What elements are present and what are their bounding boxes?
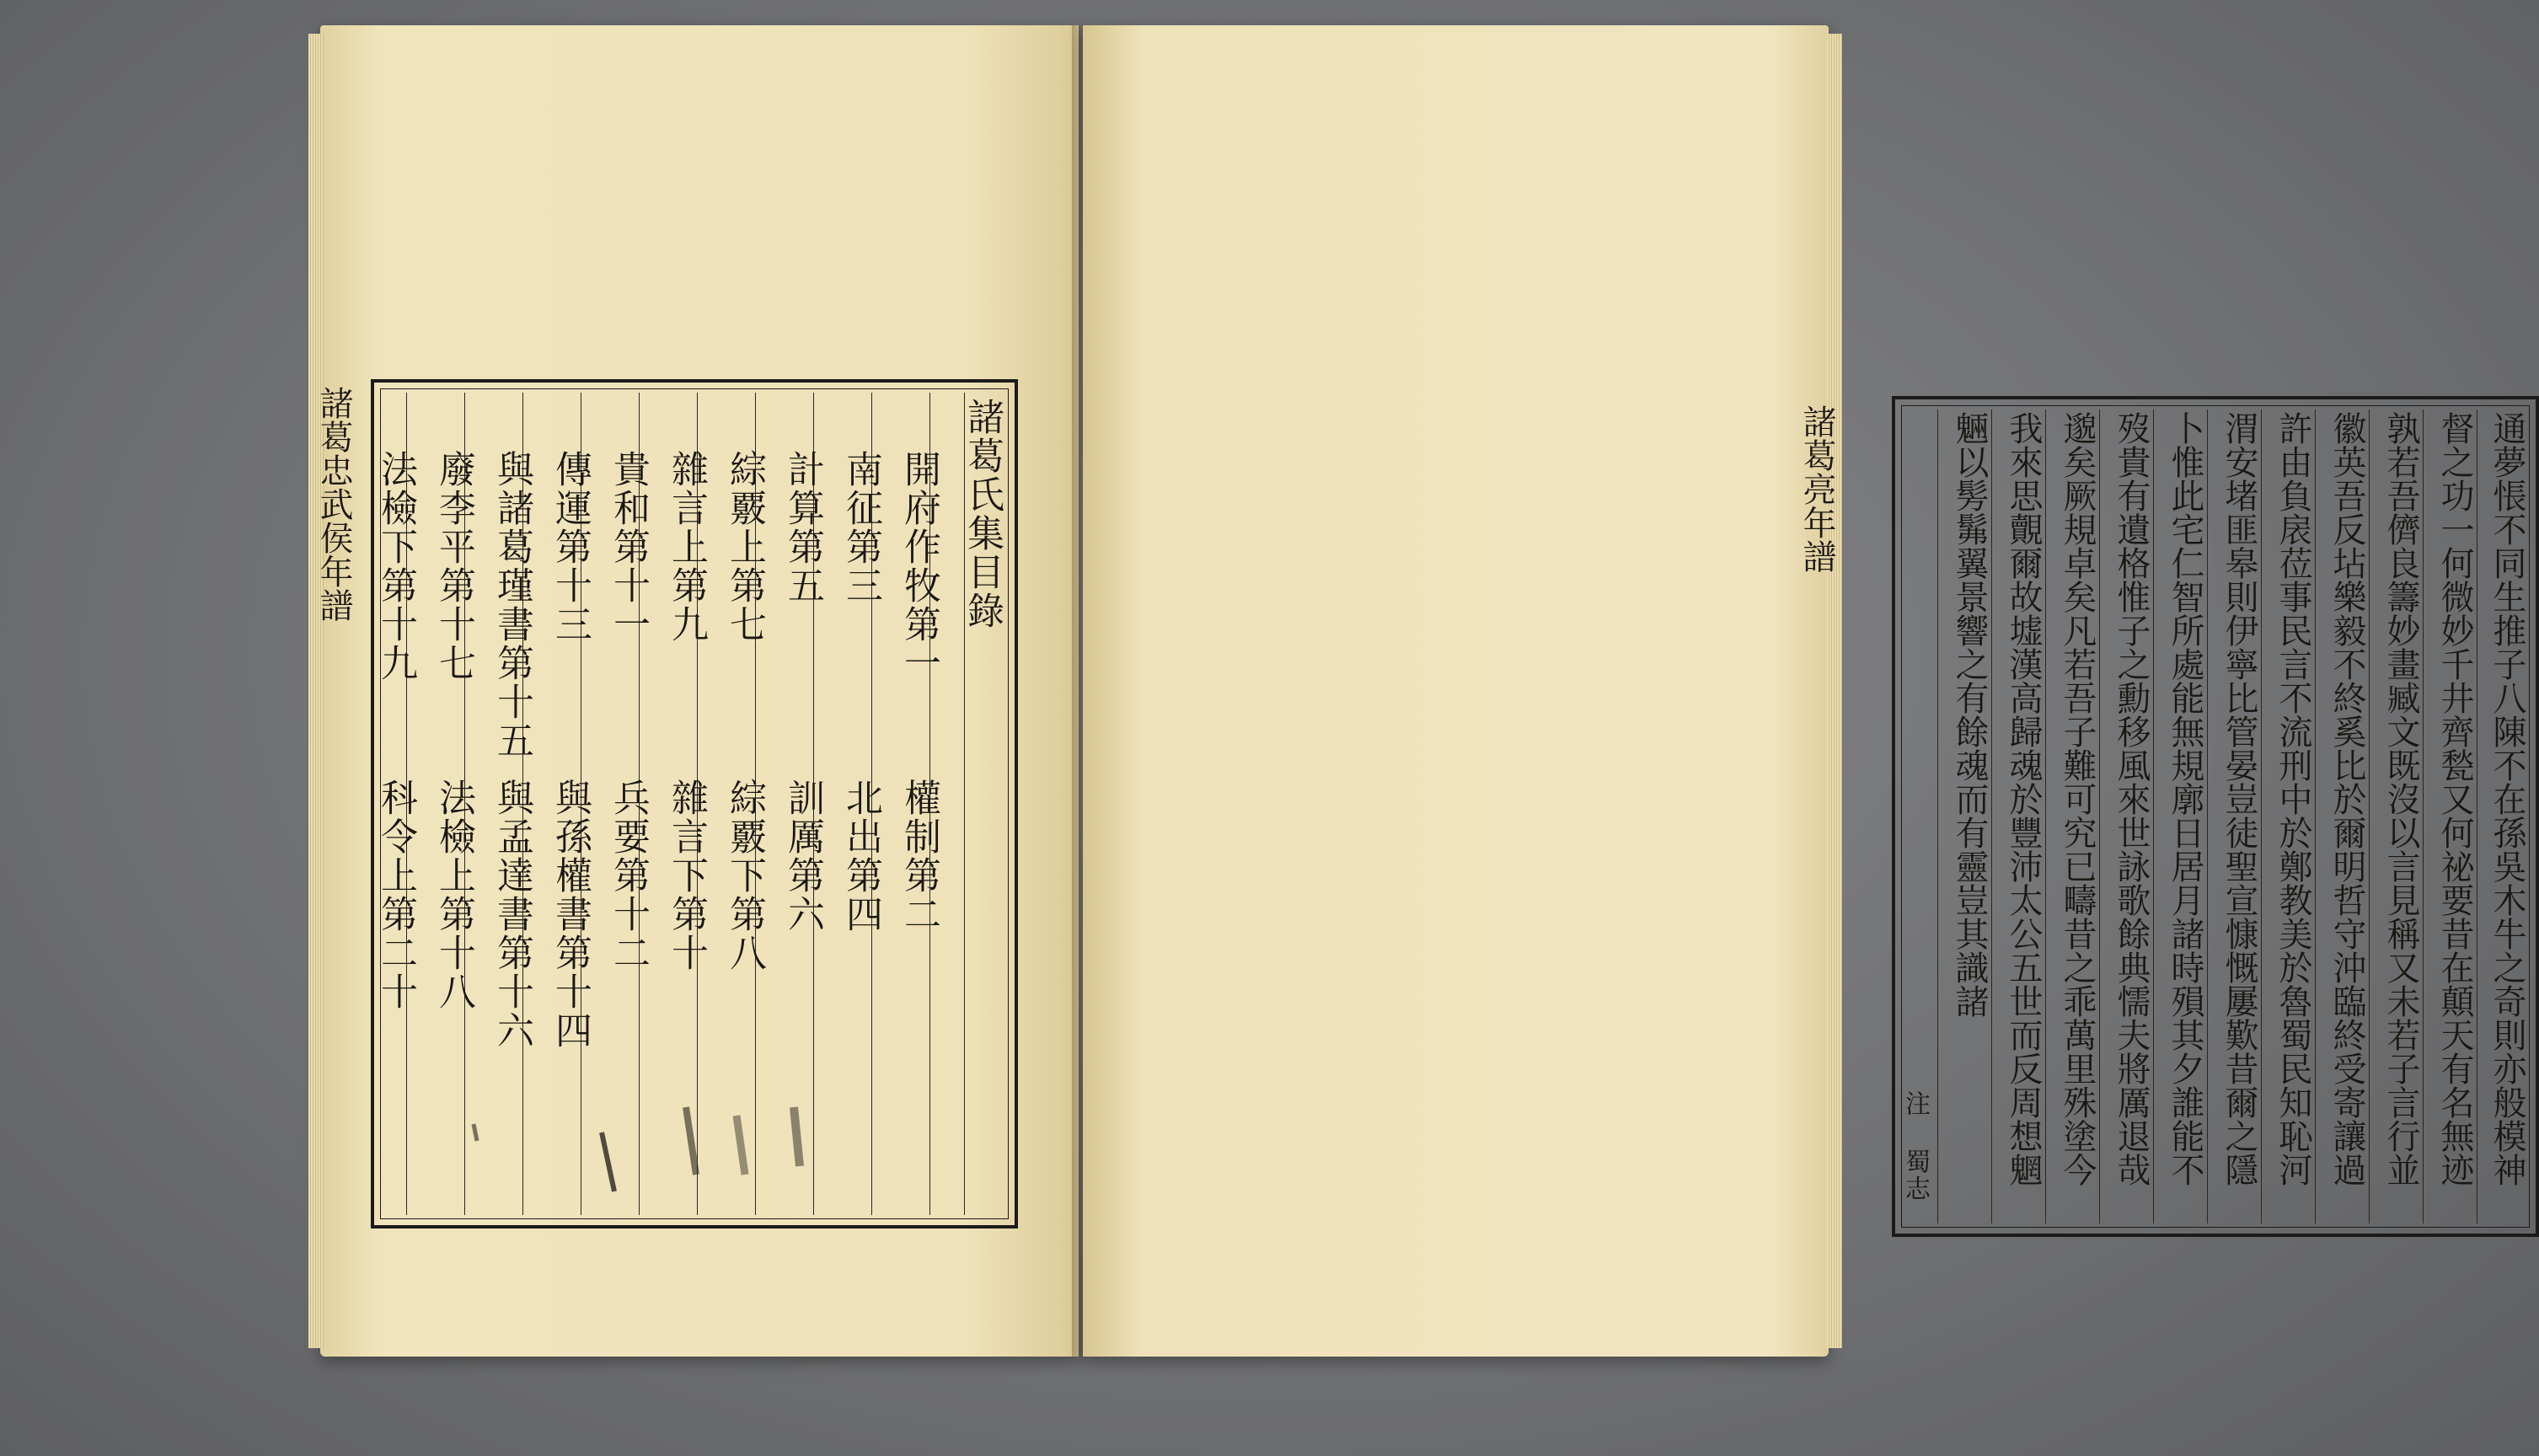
text-column-9: 邈矣厥規卓矣凡若吾子難可究已疇昔之乖萬里殊塗今 <box>2058 411 2097 1186</box>
toc-upper-2: 南征第三 <box>839 450 882 605</box>
toc-lower-5: 雜言下第十 <box>665 779 708 972</box>
ink-smudges <box>374 383 1015 1225</box>
text-column-3: 孰若吾儕良籌妙畫臧文既沒以言見稱又未若子言行並 <box>2381 411 2420 1186</box>
text-column-7: 卜惟此宅仁智所處能無規廓日居月諸時殞其夕誰能不 <box>2166 411 2204 1186</box>
left-text-frame <box>371 379 1018 1228</box>
open-book <box>314 25 2526 1357</box>
right-edge-label: 諸葛亮年譜 <box>1797 404 1836 573</box>
toc-lower-8: 與孟達書第十六 <box>490 779 533 1050</box>
toc-lower-9: 法檢上第十八 <box>432 779 475 1011</box>
text-column-10: 我來思覿爾故墟漢高歸魂於豐沛太公五世而反周想魍 <box>2004 411 2043 1186</box>
right-page <box>1083 25 2526 1357</box>
toc-upper-5: 雜言上第九 <box>665 450 708 644</box>
text-column-4: 徽英吾反坫樂毅不終奚比於爾明哲守沖臨終受寄讓過 <box>2327 411 2366 1186</box>
toc-lower-1: 權制第二 <box>897 779 940 934</box>
text-column-6: 渭安堵匪皋則伊寧比管晏豈徒聖宣慷慨屢歎昔爾之隱 <box>2220 411 2258 1186</box>
annotation-note: 注 蜀志 <box>1900 1090 1930 1202</box>
text-column-1: 通夢悵不同生推子八陳不在孫吳木牛之奇則亦般模神 <box>2488 411 2526 1186</box>
toc-upper-9: 廢李平第十七 <box>432 450 475 682</box>
left-edge-label: 諸葛忠武侯年譜 <box>314 386 353 622</box>
toc-lower-4: 綜覈下第八 <box>723 779 766 972</box>
toc-title: 諸葛氏集目錄 <box>961 398 1004 630</box>
left-page <box>314 25 1079 1357</box>
left-page-edges <box>308 34 324 1348</box>
toc-upper-10: 法檢下第十九 <box>374 450 417 682</box>
toc-lower-7: 與孫權書第十四 <box>549 779 592 1050</box>
right-text-frame <box>1892 396 2539 1237</box>
toc-upper-7: 傳運第十三 <box>549 450 592 644</box>
text-column-5: 許由負扆莅事民言不流刑中於鄭教美於魯蜀民知恥河 <box>2274 411 2312 1186</box>
text-column-11: 魎以髣髴翼景響之有餘魂而有靈豈其識諸 <box>1950 411 1989 1018</box>
right-page-edges <box>1827 34 1842 1348</box>
toc-lower-2: 北出第四 <box>839 779 882 934</box>
toc-upper-4: 綜覈上第七 <box>723 450 766 644</box>
toc-upper-1: 開府作牧第一 <box>897 450 940 682</box>
toc-lower-10: 科令上第二十 <box>374 779 417 1011</box>
toc-upper-6: 貴和第十一 <box>607 450 650 644</box>
toc-lower-6: 兵要第十二 <box>607 779 650 972</box>
text-column-2: 督之功一何微妙千井齊甃又何祕要昔在顛天有名無迹 <box>2435 411 2474 1186</box>
toc-upper-3: 計算第五 <box>781 450 824 605</box>
toc-lower-3: 訓厲第六 <box>781 779 824 934</box>
toc-upper-8: 與諸葛瑾書第十五 <box>490 450 533 760</box>
text-column-8: 歿貴有遺格惟子之勳移風來世詠歌餘典懦夫將厲退哉 <box>2112 411 2151 1186</box>
